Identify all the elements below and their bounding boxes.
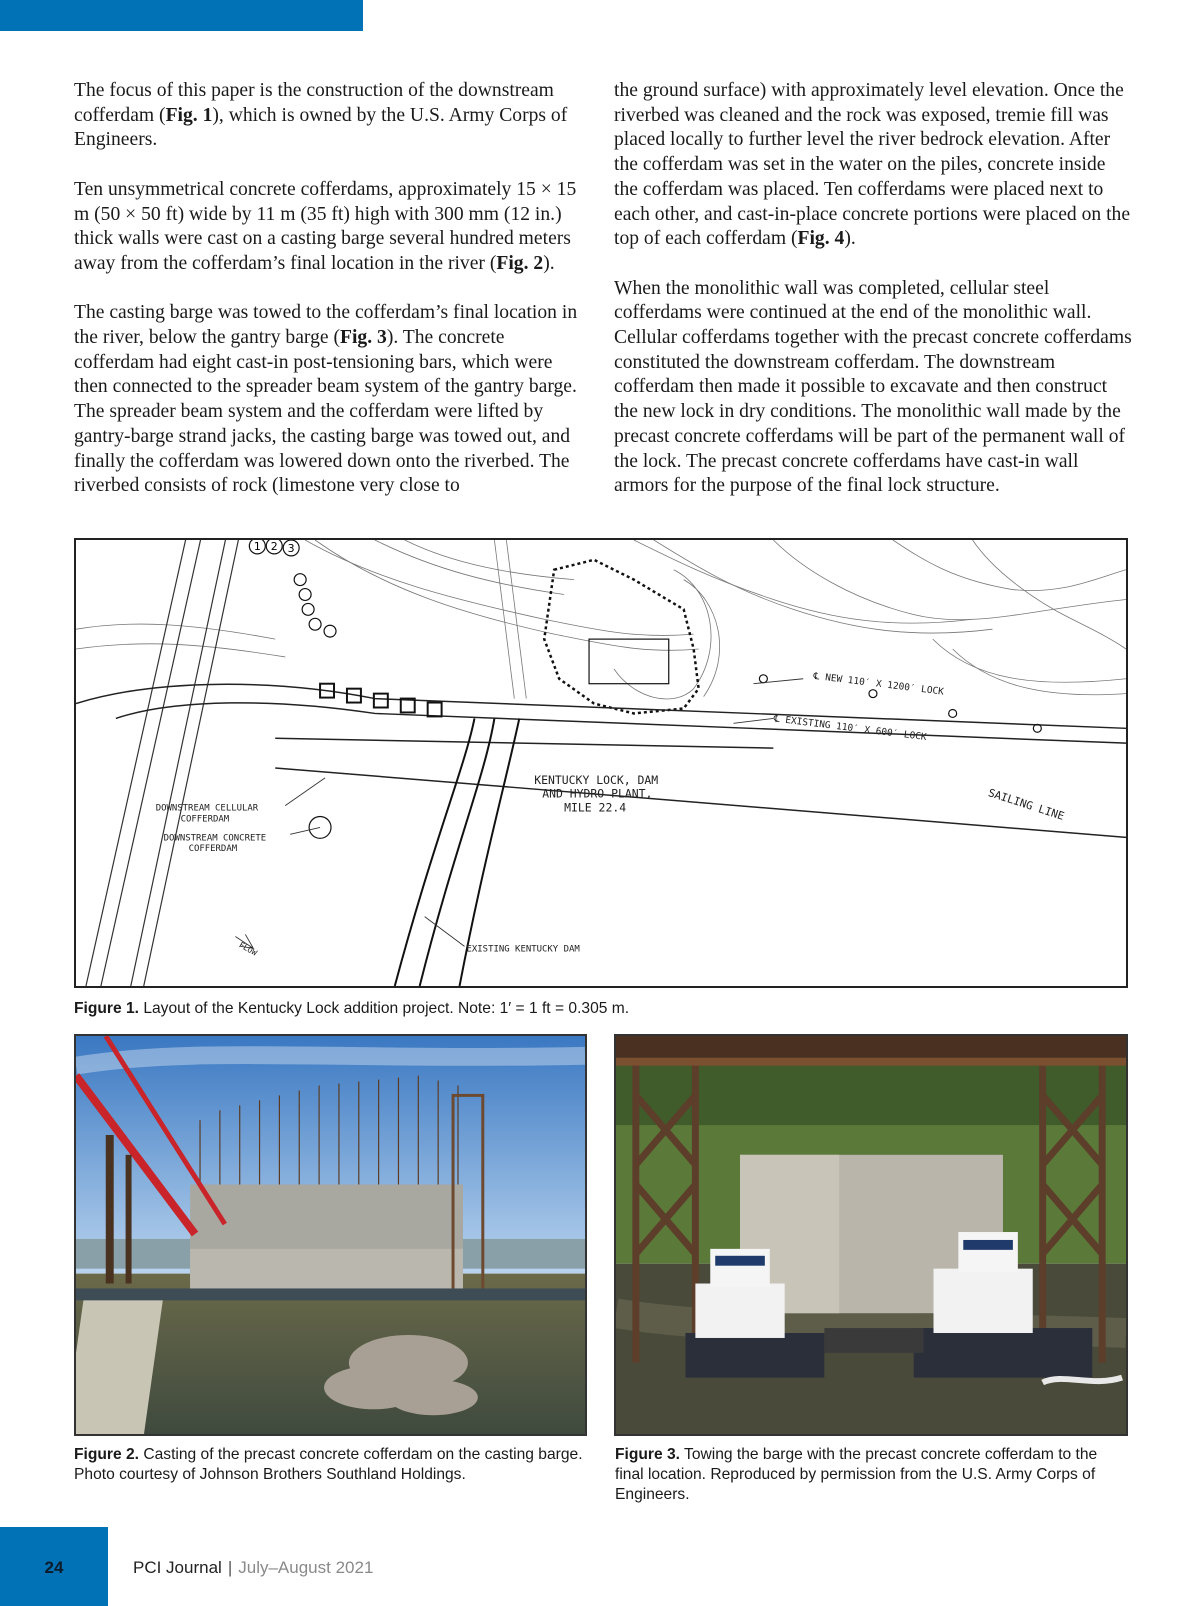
callout-1: 1 [253, 540, 261, 553]
drawing-labels [156, 671, 1066, 958]
body-left-column [74, 79, 580, 524]
page-number: 24 [44, 1558, 64, 1577]
cellular-cofferdams [294, 574, 1041, 839]
cellular-cofferdam-label-line2: COFFERDAM [180, 814, 230, 825]
callout-3: 3 [287, 541, 295, 555]
paragraph: The focus of this paper is the construction of the downstream cofferdam (Fig. 1), which is owned by the U.S. Army Corps of Engineers. [74, 80, 568, 151]
figure-reference[interactable]: Fig. 2 [496, 252, 544, 274]
footer-separator: | [227, 1558, 233, 1577]
concrete-cofferdam-label-line1: DOWNSTREAM CONCRETE [163, 833, 267, 844]
existing-lock-label: ℄ EXISTING 110′ X 600′ LOCK [772, 713, 928, 744]
issue-date: July–August 2021 [238, 1558, 374, 1577]
callout-2: 2 [270, 540, 278, 553]
journal-name: PCI Journal [133, 1558, 222, 1577]
kentucky-lock-label-line2: AND HYDRO PLANT, [542, 786, 653, 801]
paragraph: Ten unsymmetrical concrete cofferdams, approximately 15 × 15 m (50 × 50 ft) wide by 11 m (35 ft) high with 300 mm (12 in.) thick walls were cast on a casting barge several hundred meters away from the cofferdam’s final location in the river (Fig. 2). [74, 178, 577, 274]
figure-reference[interactable]: Fig. 1 [165, 104, 213, 126]
paragraph: When the monolithic wall was completed, cellular steel cofferdams were continued at the end of the monolithic wall. Cellular cofferdams together with the precast concrete cofferdams constituted the downstream cofferdam. The downstream cofferdam then made it possible to excavate and then construct the new lock in dry conditions. The monolithic wall made by the precast concrete cofferdams will be part of the permanent wall of the lock. The precast concrete cofferdams have cast-in wall armors for the purpose of the final lock structure. [614, 277, 1132, 497]
header-accent-bar [0, 0, 363, 31]
figure-1-caption: Figure 1. Layout of the Kentucky Lock addition project. Note: 1′ = 1 ft = 0.305 m. [74, 1000, 630, 1017]
figure-reference[interactable]: Fig. 4 [797, 228, 845, 250]
figure-3-caption: Figure 3. Towing the barge with the precast concrete cofferdam to the final location. Reproduced by permission from the U.S. Army Corps of Engineers. [615, 1446, 1098, 1503]
figure-3-photo [614, 1034, 1128, 1436]
paragraph: the ground surface) with approximately level elevation. Once the riverbed was cleaned and the rock was exposed, tremie fill was placed locally to further level the river bedrock elevation. After the cofferdam was set in the water on the piles, concrete inside the cofferdam was placed. Ten cofferdams were placed next to each other, and cast-in-place concrete portions were placed on the top of each cofferdam (Fig. 4). [614, 80, 1131, 250]
callouts [249, 540, 299, 556]
figure-1-layout-drawing [74, 538, 1128, 988]
cellular-cofferdam-label-line1: DOWNSTREAM CELLULAR [155, 803, 259, 814]
towing-barge-photo [616, 1036, 1126, 1434]
new-lock-label: ℄ NEW 110′ X 1200′ LOCK [812, 670, 945, 698]
sailing-line-label: SAILING LINE [986, 786, 1066, 823]
existing-dam-label: EXISTING KENTUCKY DAM [466, 944, 580, 955]
concrete-cofferdam-label-line2: COFFERDAM [188, 844, 238, 855]
figure-reference[interactable]: Fig. 3 [340, 327, 387, 348]
figure-2-photo [74, 1034, 587, 1436]
body-right-column [614, 79, 1134, 524]
structure-outline [589, 639, 669, 684]
kentucky-lock-label-line3: MILE 22.4 [564, 800, 627, 815]
flow-label: FLOW [237, 940, 259, 958]
layout-drawing-svg [76, 540, 1126, 986]
casting-barge-photo [76, 1036, 585, 1434]
figure-2-caption: Figure 2. Casting of the precast concrete cofferdam on the casting barge. Photo courtesy of Johnson Brothers Southland Holdings. [74, 1446, 583, 1483]
bridge-tracks [86, 540, 238, 986]
kentucky-lock-label-line1: KENTUCKY LOCK, DAM [534, 772, 659, 787]
paragraph: The casting barge was towed to the cofferdam’s final location in the river, below the gantry barge (Fig. 3). The concrete cofferdam had eight cast-in post-tensioning bars, which were then connected to the spreader beam system of the gantry barge. The spreader beam system and the cofferdam were lifted by gantry-barge strand jacks, the casting barge was towed out, and finally the cofferdam was lowered down onto the riverbed. The riverbed consists of rock (limestone very close to [74, 302, 578, 497]
footer-journal-info [133, 1558, 373, 1578]
